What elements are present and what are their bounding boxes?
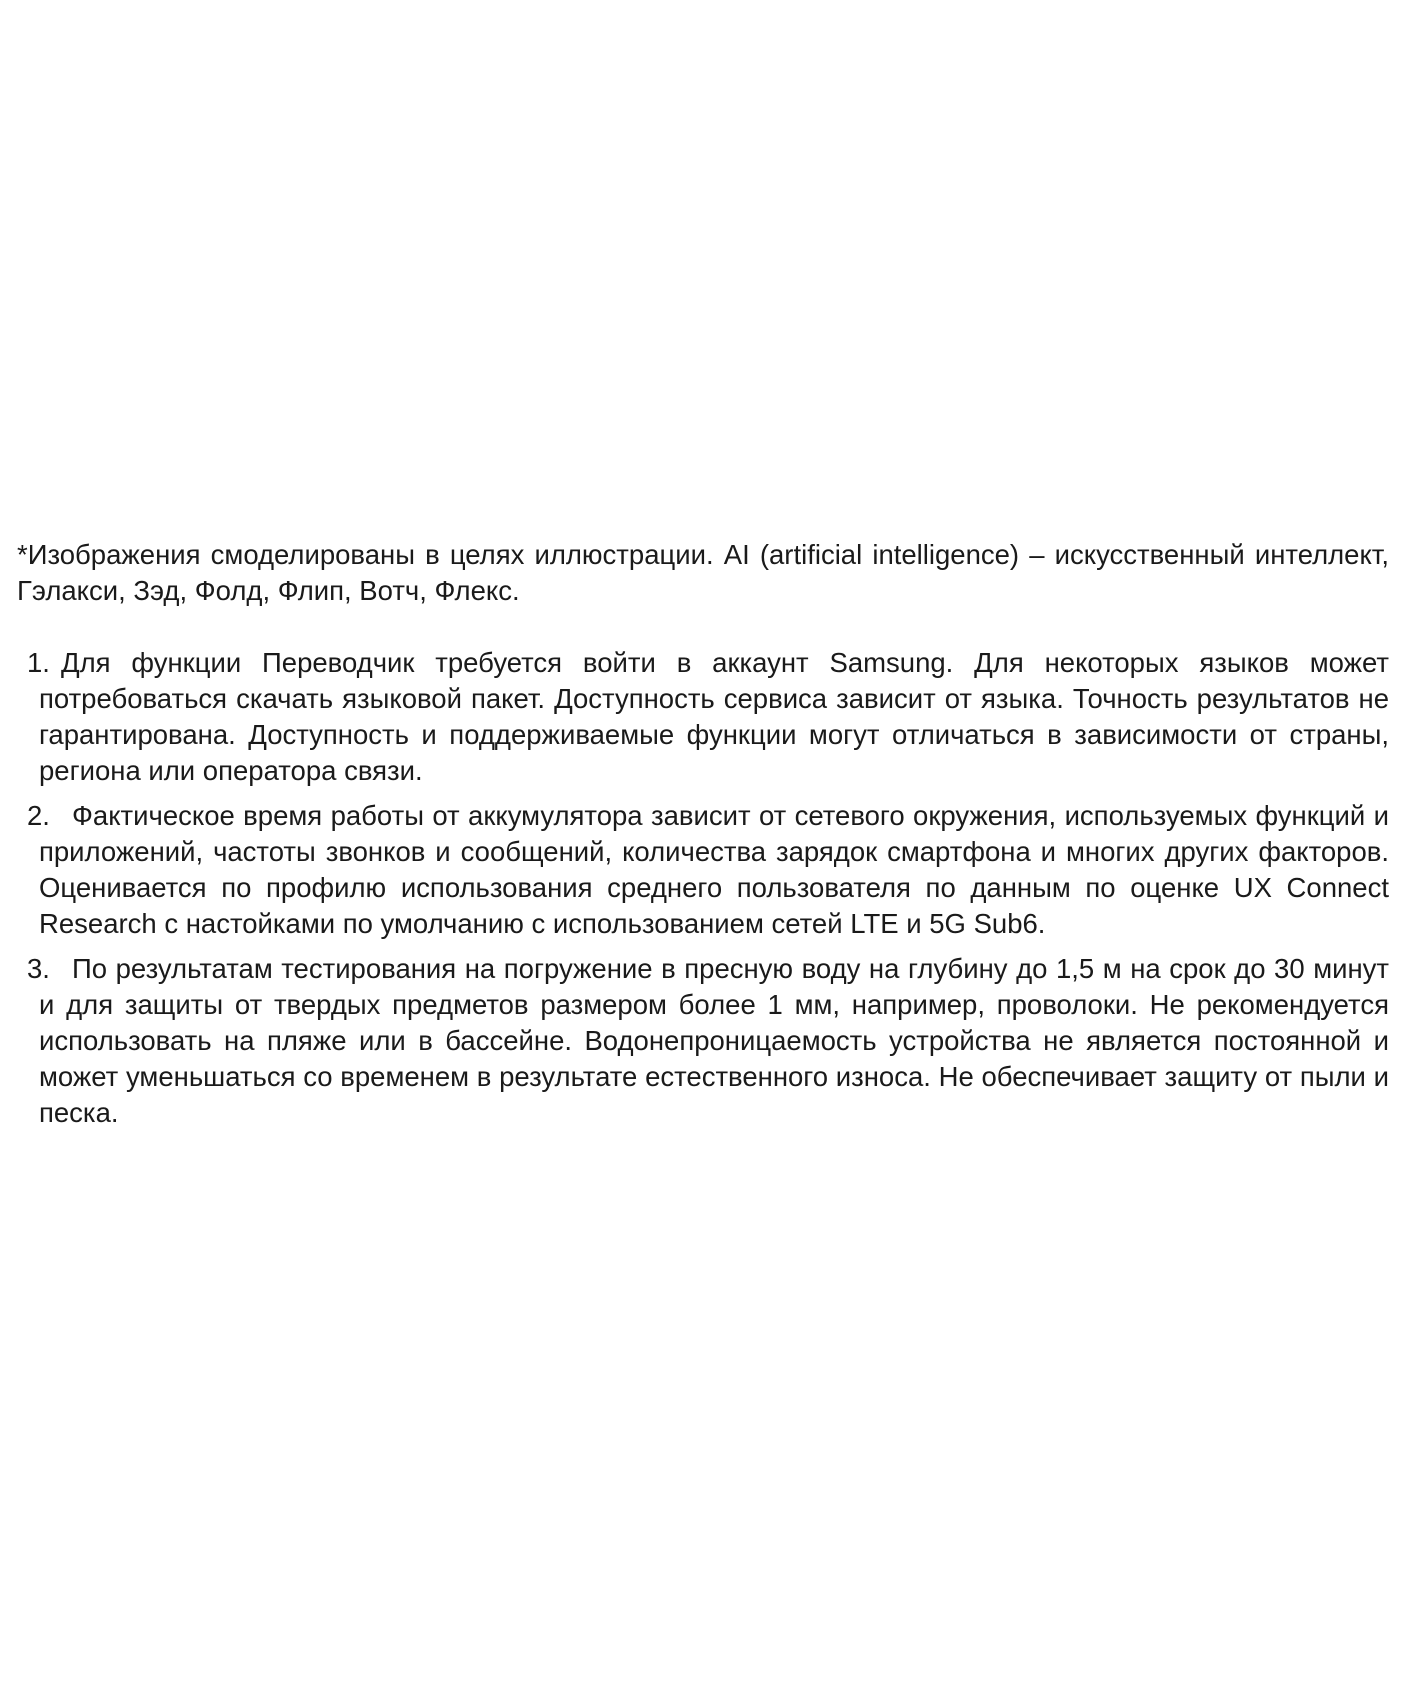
- footnote-item: [17, 645, 1389, 789]
- disclaimer-block: [17, 537, 1389, 1140]
- footnote-number: 3.: [27, 953, 50, 984]
- intro-note: *Изображения смоделированы в целях иллюстрации. AI (artificial intelligence) – искусственный интеллект, Гэлакси, Зэд, Фолд, Флип, Вотч, Флекс.: [17, 539, 1389, 606]
- footnote-number: 1.: [27, 647, 50, 678]
- footnote-text: По результатам тестирования на погружение в пресную воду на глубину до 1,5 м на срок до 30 минут и для защиты от твердых предметов размером более 1 мм, например, проволоки. Не рекомендуется использовать на пляже или в бассейне. Водонепроницаемость устройства не является постоянной и может уменьшаться со временем в результате естественного износа. Не обеспечивает защиту от пыли и песка.: [39, 953, 1389, 1128]
- footnote-item: [17, 951, 1389, 1131]
- footnote-text: Для функции Переводчик требуется войти в аккаунт Samsung. Для некоторых языков может потребоваться скачать языковой пакет. Доступность сервиса зависит от языка. Точность результатов не гарантирована. Доступность и поддерживаемые функции могут отличаться в зависимости от страны, региона или оператора связи.: [39, 647, 1389, 786]
- footnote-item: [17, 798, 1389, 942]
- footnote-number: 2.: [27, 800, 50, 831]
- footnote-list: [17, 645, 1389, 1131]
- footnote-text: Фактическое время работы от аккумулятора зависит от сетевого окружения, используемых функций и приложений, частоты звонков и сообщений, количества зарядок смартфона и многих других факторов. Оценивается по профилю использования среднего пользователя по данным по оценке UX Connect Research с настойками по умолчанию с использованием сетей LTE и 5G Sub6.: [39, 800, 1389, 939]
